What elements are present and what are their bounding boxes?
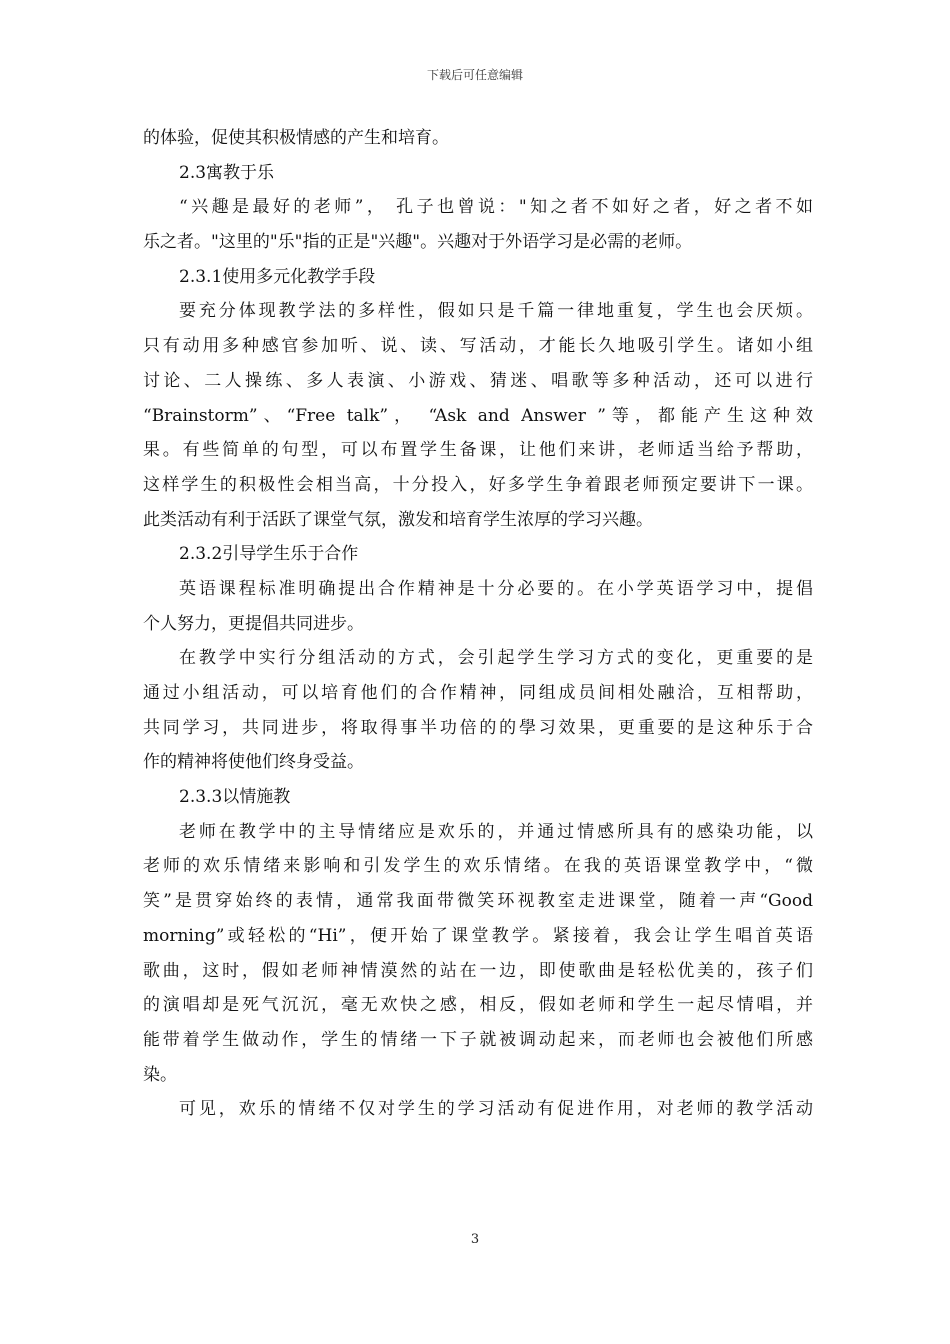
page-number: 3 <box>470 1232 480 1247</box>
text-line: 的体验，促使其积极情感的产生和培育。 <box>143 128 449 148</box>
text-line: 老师的欢乐情绪来影响和引发学生的欢乐情绪。在我的英语课堂教学中，“微 <box>143 856 813 877</box>
page-header: 下载后可任意编辑 <box>426 68 523 82</box>
text-line: 笑”是贯穿始终的表情，通常我面带微笑环视教室走进课堂，随着一声“Good <box>143 891 813 912</box>
text-line: 能带着学生做动作，学生的情绪一下子就被调动起来，而老师也会被他们所感 <box>143 1029 813 1050</box>
text-line: 2.3寓教于乐 <box>179 162 275 183</box>
text-line: 在教学中实行分组活动的方式，会引起学生学习方式的变化，更重要的是 <box>179 648 813 669</box>
text-line: 2.3.1使用多元化教学手段 <box>179 266 376 287</box>
text-line: 2.3.2引导学生乐于合作 <box>179 544 359 565</box>
text-line: 共同学习，共同进步，将取得事半功倍的的學习效果，更重要的是这种乐于合 <box>143 717 813 738</box>
text-line: 乐之者。"这里的"乐"指的正是"兴趣"。兴趣对于外语学习是必需的老师。 <box>143 232 693 253</box>
text-line: 的演唱却是死气沉沉，毫无欢快之感，相反，假如老师和学生一起尽情唱，并 <box>143 995 813 1016</box>
text-line: “Brainstorm”、“Free talk”， “Ask and Answer ”等，都能产生这种效 <box>143 405 813 426</box>
text-line: “兴趣是最好的老师”， 孔子也曾说："知之者不如好之者，好之者不如 <box>179 197 813 218</box>
text-line: 可见，欢乐的情绪不仅对学生的学习活动有促进作用，对老师的教学活动 <box>179 1099 813 1120</box>
text-line: 这样学生的积极性会相当高，十分投入，好多学生争着跟老师预定要讲下一课。 <box>143 474 813 495</box>
text-line: 要充分体现教学法的多样性，假如只是千篇一律地重复，学生也会厌烦。 <box>179 301 813 322</box>
text-line: 个人努力，更提倡共同进步。 <box>143 613 364 634</box>
text-line: 此类活动有利于活跃了课堂气氛，激发和培育学生浓厚的学习兴趣。 <box>143 509 653 530</box>
text-line: 2.3.3以情施教 <box>179 787 291 808</box>
document-body <box>143 121 813 1127</box>
text-line: 染。 <box>143 1064 177 1085</box>
text-line: 老师在教学中的主导情绪应是欢乐的，并通过情感所具有的感染功能，以 <box>179 821 813 842</box>
text-line: 作的精神将使他们终身受益。 <box>143 752 364 773</box>
text-line: 讨论、二人操练、多人表演、小游戏、猜迷、唱歌等多种活动，还可以进行 <box>143 370 813 391</box>
text-line: 歌曲，这时，假如老师神情漠然的站在一边，即使歌曲是轻松优美的，孩子们 <box>143 960 813 981</box>
text-line: morning”或轻松的“Hi”，便开始了课堂教学。紧接着，我会让学生唱首英语 <box>143 925 813 946</box>
text-line: 英语课程标准明确提出合作精神是十分必要的。在小学英语学习中，提倡 <box>179 578 813 599</box>
text-line: 果。有些简单的句型，可以布置学生备课，让他们来讲，老师适当给予帮助， <box>143 440 813 461</box>
text-line: 通过小组活动，可以培育他们的合作精神，同组成员间相处融洽，互相帮助， <box>143 683 813 703</box>
text-line: 只有动用多种感官参加听、说、读、写活动，才能长久地吸引学生。诸如小组 <box>143 336 813 357</box>
